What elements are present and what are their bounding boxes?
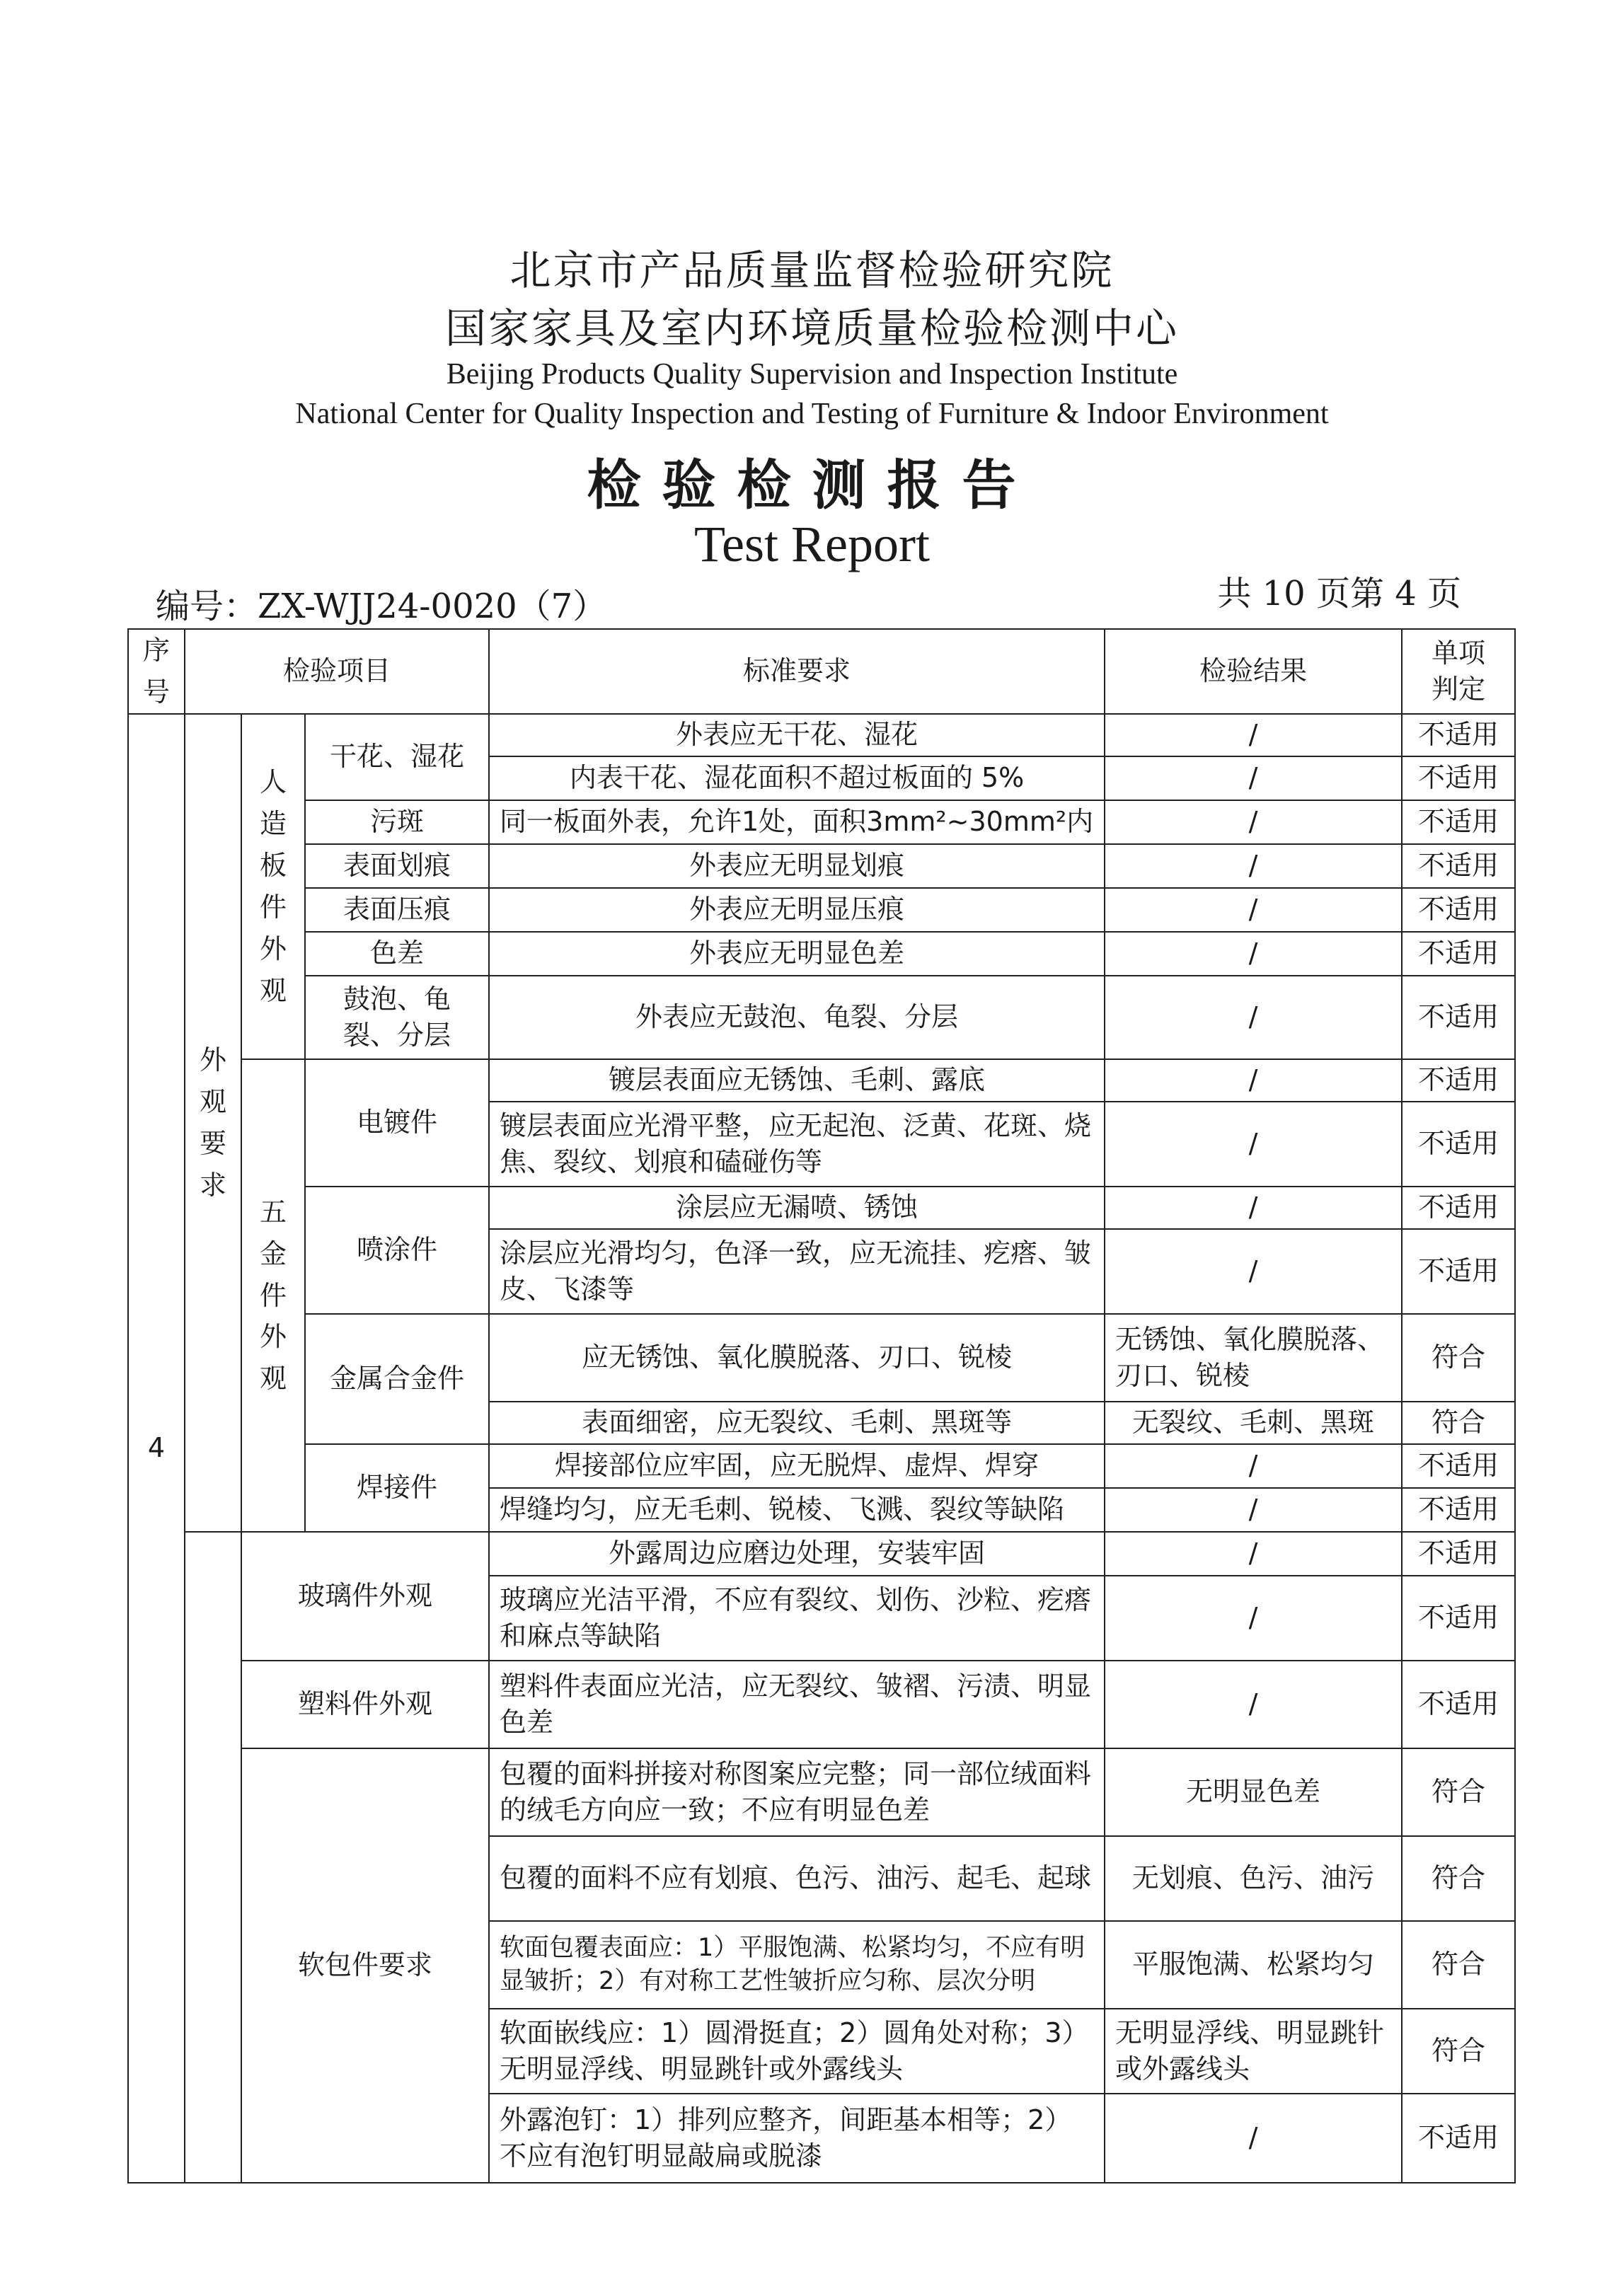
result-cell: /	[1105, 1576, 1402, 1661]
item-scratch: 表面划痕	[305, 844, 489, 888]
item-color-diff: 色差	[305, 932, 489, 976]
judgement-cell: 不适用	[1402, 888, 1515, 932]
table-row	[128, 1444, 1515, 1488]
standard-cell: 塑料件表面应光洁，应无裂纹、皱褶、污渍、明显色差	[489, 1661, 1105, 1748]
standard-cell: 外表应无明显色差	[489, 932, 1105, 976]
standard-cell: 镀层表面应无锈蚀、毛刺、露底	[489, 1059, 1105, 1102]
judgement-cell: 不适用	[1402, 932, 1515, 976]
standard-cell: 外露泡钉：1）排列应整齐，间距基本相等；2）不应有泡钉明显敲扁或脱漆	[489, 2094, 1105, 2183]
seq-cell: 4	[128, 714, 185, 2183]
result-cell: /	[1105, 800, 1402, 844]
standard-cell: 涂层应无漏喷、锈蚀	[489, 1187, 1105, 1229]
item-stain: 污斑	[305, 800, 489, 844]
standard-cell: 焊缝均匀，应无毛刺、锐棱、飞溅、裂纹等缺陷	[489, 1488, 1105, 1532]
result-cell: /	[1105, 1532, 1402, 1576]
standard-cell: 软面嵌线应：1）圆滑挺直；2）圆角处对称；3）无明显浮线、明显跳针或外露线头	[489, 2009, 1105, 2094]
table-row	[128, 1748, 1515, 1836]
judgement-cell: 符合	[1402, 1748, 1515, 1836]
table-row	[128, 1059, 1515, 1102]
result-cell: /	[1105, 1661, 1402, 1748]
judgement-cell: 不适用	[1402, 1576, 1515, 1661]
table-header-row	[128, 629, 1515, 714]
item-spray: 喷涂件	[305, 1187, 489, 1314]
result-cell: 无锈蚀、氧化膜脱落、刃口、锐棱	[1105, 1314, 1402, 1402]
item-weld: 焊接件	[305, 1444, 489, 1532]
result-cell: /	[1105, 2094, 1402, 2183]
header-result: 检验结果	[1105, 629, 1402, 714]
group-glass: 玻璃件外观	[241, 1532, 489, 1661]
judgement-cell: 不适用	[1402, 2094, 1515, 2183]
table-row	[128, 1187, 1515, 1229]
result-cell: /	[1105, 1488, 1402, 1532]
result-cell: 无明显浮线、明显跳针或外露线头	[1105, 2009, 1402, 2094]
table-row	[128, 976, 1515, 1059]
judgement-cell: 不适用	[1402, 1059, 1515, 1102]
blank-cell	[185, 1532, 241, 2183]
item-plating: 电镀件	[305, 1059, 489, 1187]
group-plastic: 塑料件外观	[241, 1661, 489, 1748]
org-name-en-2: National Center for Quality Inspection and Testing of Furniture & Indoor Environment	[295, 398, 1329, 430]
result-cell: /	[1105, 1059, 1402, 1102]
standard-cell: 焊接部位应牢固，应无脱焊、虚焊、焊穿	[489, 1444, 1105, 1488]
judgement-cell: 不适用	[1402, 800, 1515, 844]
standard-cell: 软面包覆表面应：1）平服饱满、松紧均匀，不应有明显皱折；2）有对称工艺性皱折应匀称、层次分明	[489, 1921, 1105, 2009]
item-bubble: 鼓泡、龟裂、分层	[305, 976, 489, 1059]
header-standard: 标准要求	[489, 629, 1105, 714]
inspection-table	[127, 628, 1516, 2183]
group-soft: 软包件要求	[241, 1748, 489, 2183]
report-title-en: Test Report	[694, 516, 930, 572]
standard-cell: 外表应无明显划痕	[489, 844, 1105, 888]
header-judgement: 单项判定	[1402, 629, 1515, 714]
judgement-cell: 不适用	[1402, 1661, 1515, 1748]
judgement-cell: 符合	[1402, 1836, 1515, 1921]
judgement-cell: 符合	[1402, 1402, 1515, 1444]
standard-cell: 表面细密，应无裂纹、毛刺、黑斑等	[489, 1402, 1105, 1444]
judgement-cell: 不适用	[1402, 756, 1515, 800]
item-dent: 表面压痕	[305, 888, 489, 932]
judgement-cell: 不适用	[1402, 1102, 1515, 1187]
standard-cell: 外表应无干花、湿花	[489, 714, 1105, 756]
judgement-cell: 不适用	[1402, 1532, 1515, 1576]
judgement-cell: 符合	[1402, 1314, 1515, 1402]
group-board: 人造板件外观	[241, 714, 305, 1059]
item-metal: 金属合金件	[305, 1314, 489, 1444]
result-cell: /	[1105, 976, 1402, 1059]
table-row	[128, 844, 1515, 888]
judgement-cell: 不适用	[1402, 1488, 1515, 1532]
table-row	[128, 800, 1515, 844]
table-row	[128, 932, 1515, 976]
standard-cell: 包覆的面料拼接对称图案应完整；同一部位绒面料的绒毛方向应一致；不应有明显色差	[489, 1748, 1105, 1836]
standard-cell: 玻璃应光洁平滑，不应有裂纹、划伤、沙粒、疙瘩和麻点等缺陷	[489, 1576, 1105, 1661]
table-row	[128, 1532, 1515, 1576]
judgement-cell: 符合	[1402, 1921, 1515, 2009]
judgement-cell: 不适用	[1402, 714, 1515, 756]
org-name-cn-2: 国家家具及室内环境质量检验检测中心	[444, 304, 1179, 352]
standard-cell: 外表应无明显压痕	[489, 888, 1105, 932]
table-row	[128, 1314, 1515, 1402]
group-hardware: 五金件外观	[241, 1059, 305, 1532]
result-cell: /	[1105, 1229, 1402, 1314]
report-title-cn: 检验检测报告	[587, 454, 1037, 517]
result-cell: /	[1105, 1187, 1402, 1229]
table-row	[128, 714, 1515, 756]
judgement-cell: 符合	[1402, 2009, 1515, 2094]
judgement-cell: 不适用	[1402, 1444, 1515, 1488]
item-dry-wet-flower: 干花、湿花	[305, 714, 489, 800]
header-item: 检验项目	[185, 629, 489, 714]
table-row	[128, 888, 1515, 932]
result-cell: /	[1105, 1444, 1402, 1488]
standard-cell: 镀层表面应光滑平整，应无起泡、泛黄、花斑、烧焦、裂纹、划痕和磕碰伤等	[489, 1102, 1105, 1187]
result-cell: 无裂纹、毛刺、黑斑	[1105, 1402, 1402, 1444]
judgement-cell: 不适用	[1402, 844, 1515, 888]
judgement-cell: 不适用	[1402, 1187, 1515, 1229]
report-number: 编号：ZX-WJJ24-0020（7）	[156, 587, 607, 626]
result-cell: /	[1105, 756, 1402, 800]
standard-cell: 同一板面外表，允许1处，面积3mm²~30mm²内	[489, 800, 1105, 844]
standard-cell: 外露周边应磨边处理，安装牢固	[489, 1532, 1105, 1576]
standard-cell: 包覆的面料不应有划痕、色污、油污、起毛、起球	[489, 1836, 1105, 1921]
standard-cell: 应无锈蚀、氧化膜脱落、刃口、锐棱	[489, 1314, 1105, 1402]
org-name-en-1: Beijing Products Quality Supervision and Inspection Institute	[446, 358, 1178, 391]
result-cell: /	[1105, 844, 1402, 888]
result-cell: 无明显色差	[1105, 1748, 1402, 1836]
category-cell: 外观要求	[185, 714, 241, 1532]
judgement-cell: 不适用	[1402, 976, 1515, 1059]
standard-cell: 涂层应光滑均匀，色泽一致，应无流挂、疙瘩、皱皮、飞漆等	[489, 1229, 1105, 1314]
result-cell: 平服饱满、松紧均匀	[1105, 1921, 1402, 2009]
judgement-cell: 不适用	[1402, 1229, 1515, 1314]
result-cell: 无划痕、色污、油污	[1105, 1836, 1402, 1921]
result-cell: /	[1105, 888, 1402, 932]
result-cell: /	[1105, 714, 1402, 756]
header-seq: 序号	[128, 629, 185, 714]
standard-cell: 内表干花、湿花面积不超过板面的 5%	[489, 756, 1105, 800]
result-cell: /	[1105, 932, 1402, 976]
page-info: 共 10 页第 4 页	[1217, 574, 1461, 613]
org-name-cn-1: 北京市产品质量监督检验研究院	[509, 246, 1115, 294]
standard-cell: 外表应无鼓泡、龟裂、分层	[489, 976, 1105, 1059]
result-cell: /	[1105, 1102, 1402, 1187]
table-row	[128, 1661, 1515, 1748]
